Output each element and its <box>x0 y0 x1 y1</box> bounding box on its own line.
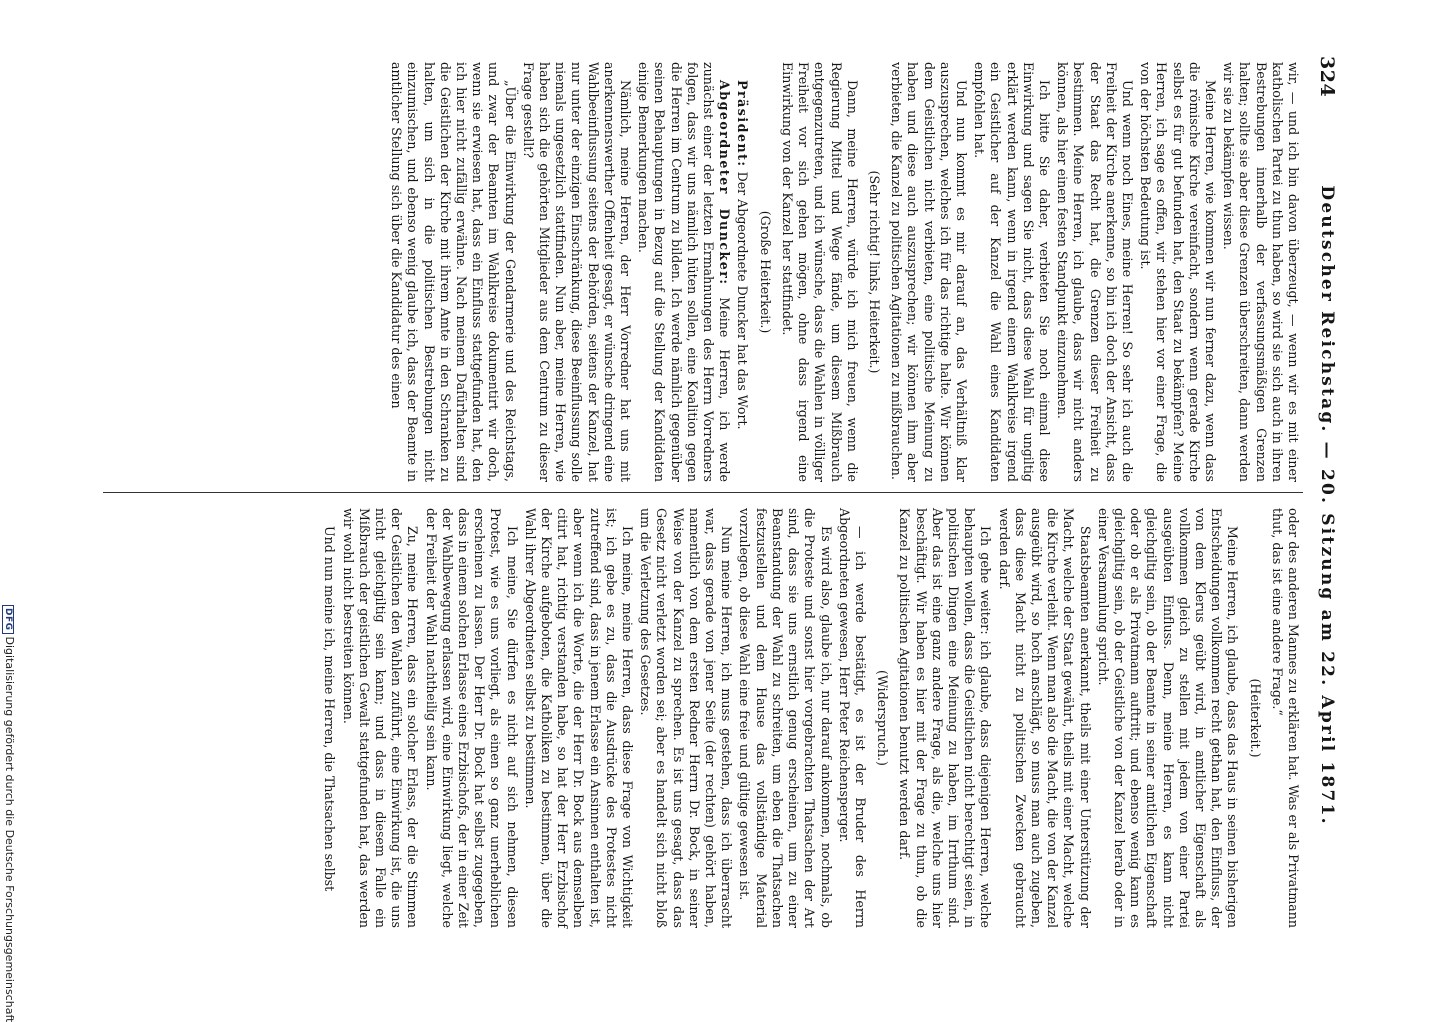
interjection: (Große Heiterkeit.) <box>757 210 773 334</box>
body-paragraph: „Über die Einwirkung der Gendarmerie und des Reichstags, und zwar der Beamten im Wahlkreise dokumentirt wir doch, wenn sie erwiesen hat, dass ein Einfluss stattgefunden hat, den ich hier nicht zufällig erwähne. Nach meinem Dafürhalten sind die Geistlichen der Kirche mit ihrem Amte in den Schranken zu halten, um sich in die politischen Bestrebungen nicht einzumischen, und ebenso wenig glaube ich, dass der Beamte in amtlicher Stellung sich über die Kandidatur des einen <box>389 62 518 482</box>
body-paragraph: Und nun kommt es mir darauf an, das Verhältniß klar auszusprechen, welches ich für das richtige halte. Wir können dem Geistlichen nicht verbieten, eine politische Meinung zu haben und diese auch auszusprechen; wir können ihm aber verbieten, die Kanzel zu politischen Agitationen zu mißbrauchen. <box>889 62 969 482</box>
interjection: (Heiterkeit.) <box>1247 678 1263 758</box>
body-paragraph: Ich meine, meine Herren, dass diese Frage von Wichtigkeit ist; ich gebe es zu, dass die Ausdrücke des Protestes nicht zutreffend sind, dass in jenem Erlasse ein Ansinnen enthalten ist, aber wenn ich die Worte, die der Herr Dr. Bock aus demselben citirt hat, richtig verstanden habe, so hat der Herr Erzbischof der Kirche aufgeboten, die Katholiken zu bestimmen, über die Wahl ihrer Abgeordneten selbst zu bestimmen. <box>522 508 636 928</box>
body-paragraph: oder des anderen Mannes zu erklären hat. Was er als Privatmann thut, das ist eine andere Frage.“ <box>1269 508 1301 928</box>
body-paragraph: Meine Herren, ich glaube, dass das Haus in seinen bisherigen Entscheidungen vollkommen recht gethan hat, den Einfluss, der von dem Klerus geübt wird, in amtlicher Eigenschaft als vollkommen gleich zu stellen mit jedem von einer Partei ausgeübten Einfluss. Denn, meine Herren, es kann nicht gleichgiltig sein, ob der Beamte in seiner amtlichen Eigenschaft oder ob er als Privatmann auftritt; und ebenso wenig kann es gleichgiltig sein, ob der Geistliche von der Kanzel herab oder in einer Versammlung spricht. <box>1095 508 1241 928</box>
body-paragraph: — ich werde bestätigt, es ist der Bruder des Herrn Abgeordneten gewesen, Herr Peter Reichensperger. <box>836 508 868 928</box>
speech-text: Der Abgeordnete Duncker hat das Wort. <box>735 167 751 430</box>
body-paragraph: Zu, meine Herren, dass ein solcher Erlass, der die Stimmen der Geistlichen den Wahlen zuführt, eine Einwirkung ist, die uns nicht gleichgiltig sein kann; und dass in diesem Falle ein Mißbrauch der geistlichen Gewalt stattgefunden hat, das werden wir wohl nicht bestreiten können. <box>340 508 421 928</box>
body-paragraph: Und nun meine ich, meine Herren, die Thatsachen selbst <box>322 526 338 892</box>
body-paragraph: Ich gehe weiter: ich glaube, dass diejenigen Herren, welche behaupten wollen, dass die Geistlichen nicht berechtigt seien, in politischen Dingen eine Meinung zu haben, im Irrthum sind. Aber das ist eine ganz andere Frage, als die, welche uns hier beschäftigt. Wir haben es hier mit der Frage zu thun, ob die Kanzel zu politischen Agitationen benutzt werden darf. <box>897 508 994 928</box>
left-column <box>386 62 1301 482</box>
page-upright <box>91 56 1347 944</box>
right-column <box>319 508 1301 928</box>
interjection: (Widerspruch.) <box>875 670 891 766</box>
speaker-name: Abgeordneter Duncker: <box>717 80 733 286</box>
body-paragraph: Und wenn noch Eines, meine Herren! So sehr ich auch die Freiheit der Kirche anerkenne, so bin ich doch der Ansicht, dass der Staat das Recht hat, die Grenzen dieser Freiheit zu bestimmen. Meine Herren, ich glaube, dass wir nicht anders können, als hier einen festen Standpunkt einzunehmen. <box>1055 62 1135 482</box>
speaker-name: Präsident: <box>735 80 751 168</box>
credit-line <box>2 605 16 1022</box>
body-paragraph: Nämlich, meine Herren, der Herr Vorredner hat uns mit anerkennenswerther Offenheit gesagt, er wünsche dringend eine Wahlbeeinflussung seitens der Behörden, seitens der Kanzel, hat nur unter der einzigen Einschränkung, diese Beeinflussung solle niemals ungesetzlich stattfinden. Nun aber, meine Herren, wie haben sich die gehörten Mitglieder aus dem Centrum zu dieser Frage gestellt? <box>520 62 634 482</box>
body-paragraph: Meine Herren, wie kommen wir nun ferner dazu, wenn dass die römische Kirche vereinfacht, sondern wenn gerade Kirche selbst es für gut befunden hat, den Staat zu bekämpfen? Meine Herren, ich sage es offen, wir stehen hier vor einer Frage, die von der höchsten Bedeutung ist. <box>1138 62 1218 482</box>
scanned-page <box>91 56 1347 944</box>
body-paragraph: Staatsbeamten anerkannt, theils mit einer Unterstützung der Macht, welche der Staat gewährt, theils mit einer Macht, welche die Kirche verleiht. Wenn man also die Macht, die von der Kanzel ausgeübt wird, so hoch anschlägt, so muss man auch zugeben, dass diese Macht nicht zu politischen Zwecken gebraucht werden darf. <box>996 508 1093 928</box>
credit-strip <box>0 0 18 1022</box>
speech-text: Meine Herren, ich werde zunächst einer der letzten Ermahnungen des Herrn Vorredners folgen, dass wir uns nämlich hüten sollen, eine Koalition gegen die Herren im Centrum zu bilden. Ich werde nämlich gegenüber seinen Behauptungen in Bezug auf die Stellung der Kandidaten einige Bemerkungen machen. <box>636 62 733 482</box>
body-paragraph: Ich bitte Sie daher, verbieten Sie noch einmal diese Einwirkung und sagen Sie nicht, dass diese Wahl für ungiltig erklärt werden kann, wenn in irgend einem Wahlkreise irgend ein Geistlicher auf der Kanzel die Wahl eines Kandidaten empfohlen hat. <box>972 62 1052 482</box>
speech-paragraph <box>734 62 750 482</box>
speech-paragraph <box>635 62 732 482</box>
credit-text: Digitalisierung gefördert durch die Deutsche Forschungsgemeinschaft <box>3 636 16 1022</box>
dfg-logo: DFG <box>2 605 14 634</box>
column-divider <box>103 492 1303 493</box>
interjection: (Sehr richtig! links, Heiterkeit.) <box>866 170 882 374</box>
body-paragraph: wir, — und ich bin davon überzeugt, — wenn wir es mit einer katholischen Partei zu thun haben, so wird sie sich auch in ihren Bestrebungen innerhalb der verfassungsmäßigen Grenzen halten; sollte sie aber diese Grenzen überschreiten, dann werden wir sie zu bekämpfen wissen. <box>1221 62 1301 482</box>
running-title: Deutscher Reichstag. — 20. Sitzung am 22. April 1871. <box>1317 185 1337 826</box>
rotated-page-content <box>91 56 1347 944</box>
body-paragraph: Dann, meine Herren, würde ich mich freuen, wenn die Regierung Mittel und Wege fände, um diesem Mißbrauch entgegenzutreten, und ich wünsche, dass die Wahlen in völliger Freiheit vor sich gehen mögen, ohne dass irgend eine Einwirkung von der Kanzel her stattfindet. <box>779 62 860 482</box>
body-paragraph: Es wird also, glaube ich, nur darauf ankommen, nochmals, ob die Proteste und sonst hier vorgebrachten Thatsachen der Art sind, dass sie uns ernstlich genug erscheinen, um zu einer Beanstandung der Wahl zu schreiten, um eben die Thatsachen festzustellen und dem Hause das vollständige Material vorzulegen, ob diese Wahl eine freie und gültige gewesen ist. <box>737 508 834 928</box>
body-paragraph: Ich meine, Sie dürfen es nicht auf sich nehmen, diesen Protest, wie es uns vorliegt, als einen so ganz unerheblichen erscheinen zu lassen. Der Herr Dr. Bock hat selbst zugegeben, dass in einem solchen Erlasse eines Erzbischofs, der in einer Zeit der Wahlbewegung erlassen wird, eine Einwirkung liegt, welche der Freiheit der Wahl nachtheilig sein kann. <box>423 508 520 928</box>
page-header <box>1307 56 1347 944</box>
page-number: 324 <box>1316 56 1338 98</box>
body-paragraph: Nun meine Herren, ich muss gestehen, dass ich überrascht war, dass gerade von jener Seite (der rechten) gehört haben, namentlich von dem ersten Redner Herrn Dr. Bock, in seiner Weise von der Kanzel zu sprechen. Es ist uns gesagt, dass das Gesetz nicht verletzt worden sei; aber es handelt sich nicht bloß um die Verletzung des Gesetzes. <box>638 508 735 928</box>
